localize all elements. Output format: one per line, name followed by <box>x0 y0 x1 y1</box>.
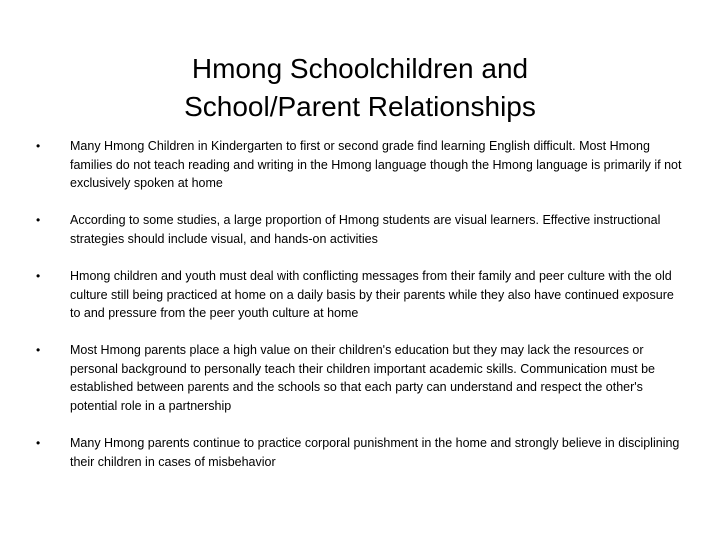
bullet-icon: • <box>36 213 41 227</box>
title-line-1: Hmong Schoolchildren and <box>191 52 529 84</box>
bullet-text: Many Hmong Children in Kindergarten to first or second grade find learning English difficult. Most Hmong families do not teach reading and writing in the Hmong language though the Hmong language is primarily if not exclusively spoken at home <box>70 139 682 190</box>
slide-title <box>0 50 720 126</box>
bullet-icon: • <box>36 343 41 357</box>
bullet-icon: • <box>36 269 41 283</box>
bullet-icon: • <box>36 139 41 153</box>
bullet-text: Many Hmong parents continue to practice corporal punishment in the home and strongly believe in disciplining their children in cases of misbehavior <box>70 436 680 469</box>
bullet-text: Hmong children and youth must deal with conflicting messages from their family and peer culture with the old culture still being practiced at home on a daily basis by their parents while they also have continued exposure to and pressure from the peer youth culture at home <box>70 269 674 320</box>
title-line-2: School/Parent Relationships <box>184 90 536 122</box>
bullet-text: According to some studies, a large proportion of Hmong students are visual learners. Effective instructional strategies should include visual, and hands-on activities <box>70 213 661 246</box>
bullet-icon: • <box>36 436 41 450</box>
bullet-text: Most Hmong parents place a high value on their children's education but they may lack the resources or personal background to personally teach their children important academic skills. Communication must be established between parents and the schools so that each party can understand and respect the other's potential role in a partnership <box>70 343 656 413</box>
